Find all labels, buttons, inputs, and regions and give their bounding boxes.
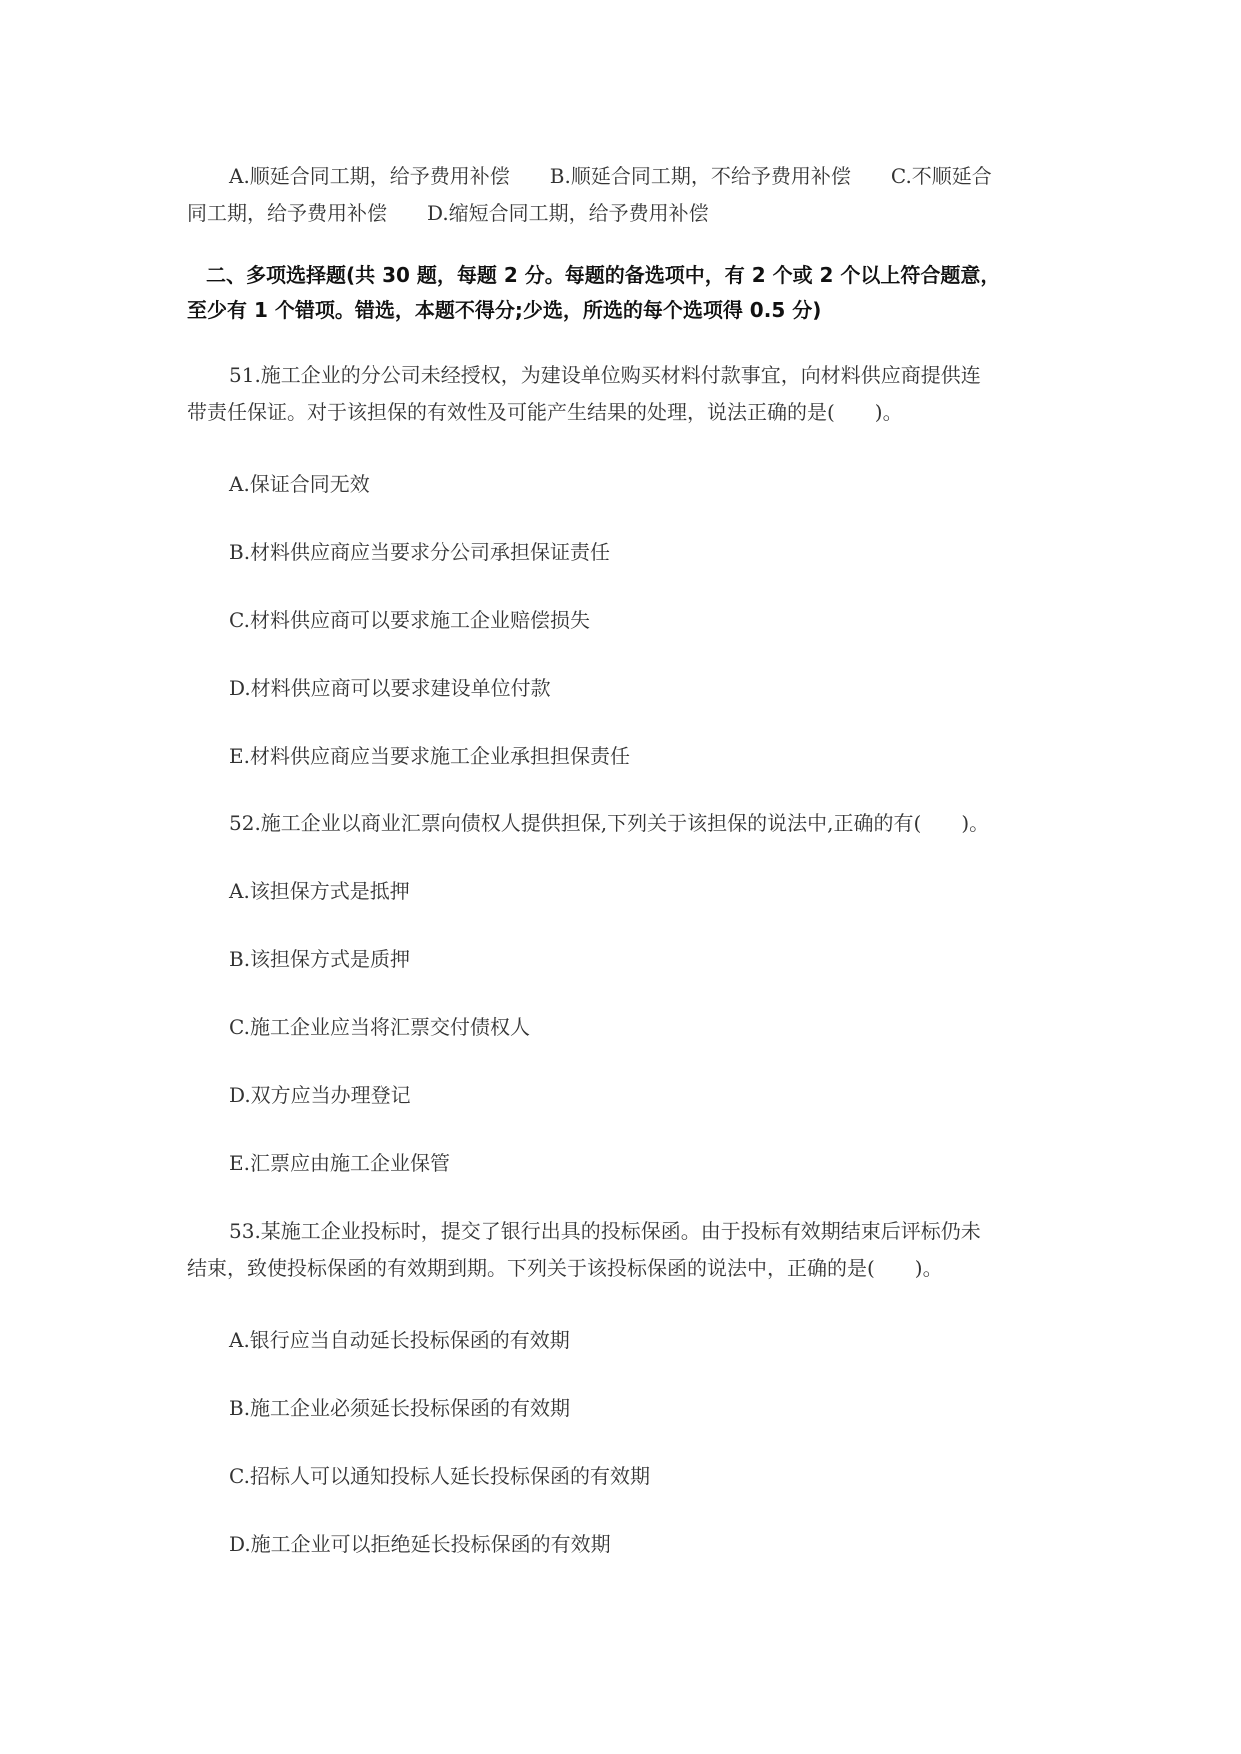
question-52-option-b: B.该担保方式是质押 [229,947,411,971]
question-51-option-c: C.材料供应商可以要求施工企业赔偿损失 [229,608,590,632]
question-51-option-e: E.材料供应商应当要求施工企业承担担保责任 [229,744,630,768]
question-53-stem-line2: 结束，致使投标保函的有效期到期。下列关于该投标保函的说法中，正确的是( )。 [187,1256,943,1280]
question-53-option-d: D.施工企业可以拒绝延长投标保函的有效期 [229,1532,611,1556]
question-52-stem-line1: 52.施工企业以商业汇票向债权人提供担保,下列关于该担保的说法中,正确的有( )。 [229,811,990,835]
question-53-option-b: B.施工企业必须延长投标保函的有效期 [229,1396,571,1420]
question-52-option-e: E.汇票应由施工企业保管 [229,1151,450,1175]
question-51-option-d: D.材料供应商可以要求建设单位付款 [229,676,551,700]
section-heading-line2: 至少有 1 个错项。错选，本题不得分;少选，所选的每个选项得 0.5 分) [187,298,822,322]
section-heading-line1: 二、多项选择题(共 30 题，每题 2 分。每题的备选项中，有 2 个或 2 个以上符合题意， [206,263,1001,287]
question-52-option-a: A.该担保方式是抵押 [229,879,410,903]
question-51-option-a: A.保证合同无效 [229,472,370,496]
question-53-option-a: A.银行应当自动延长投标保函的有效期 [229,1328,570,1352]
question-53-option-c: C.招标人可以通知投标人延长投标保函的有效期 [229,1464,650,1488]
question-53-stem-line1: 53.某施工企业投标时，提交了银行出具的投标保函。由于投标有效期结束后评标仍未 [229,1219,981,1243]
question-52-option-d: D.双方应当办理登记 [229,1083,411,1107]
question-51-option-b: B.材料供应商应当要求分公司承担保证责任 [229,540,611,564]
prev-question-options-line1: A.顺延合同工期，给予费用补偿 B.顺延合同工期，不给予费用补偿 C.不顺延合 [229,164,992,188]
question-51-stem-line1: 51.施工企业的分公司未经授权，为建设单位购买材料付款事宜，向材料供应商提供连 [229,363,981,387]
question-51-stem-line2: 带责任保证。对于该担保的有效性及可能产生结果的处理，说法正确的是( )。 [187,400,903,424]
question-52-option-c: C.施工企业应当将汇票交付债权人 [229,1015,530,1039]
prev-question-options-line2: 同工期，给予费用补偿 D.缩短合同工期，给予费用补偿 [187,201,709,225]
